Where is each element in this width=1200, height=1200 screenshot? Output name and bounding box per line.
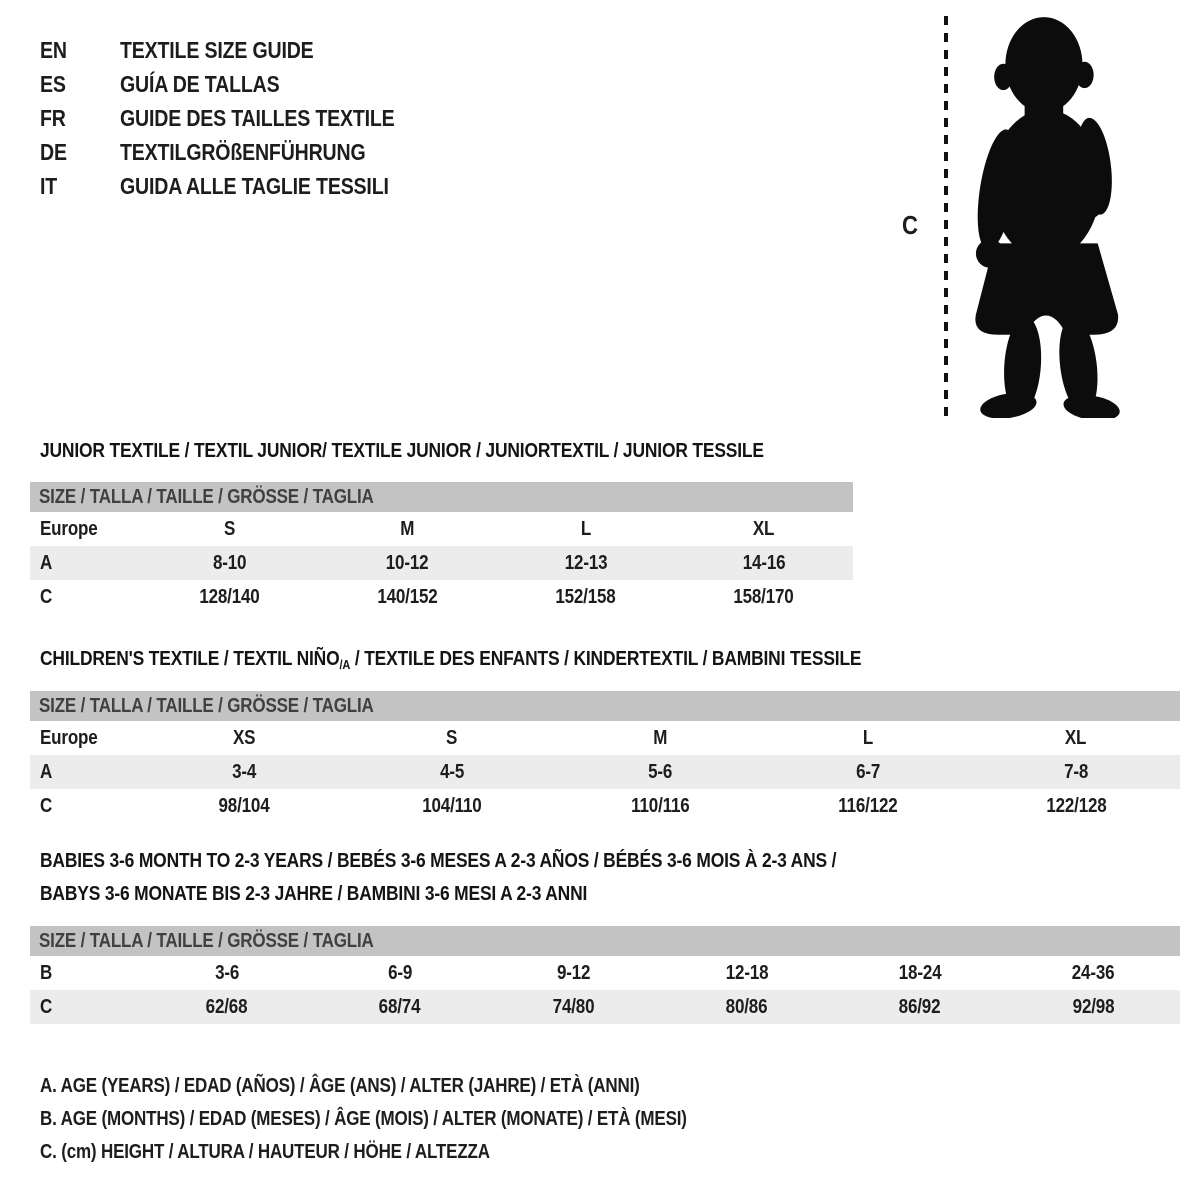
measurement-footnotes: [40, 1070, 801, 1169]
size-cell: 6-9: [387, 962, 413, 984]
lang-row-de: [40, 135, 443, 169]
junior-heading-text: JUNIOR TEXTILE / TEXTIL JUNIOR/ TEXTILE JUNIOR / JUNIORTEXTIL / JUNIOR TESSILE: [40, 439, 764, 462]
row-label: C: [40, 795, 53, 817]
size-cell: 12-18: [725, 962, 768, 984]
size-cell: 116/122: [838, 795, 898, 817]
size-cell: 3-4: [231, 761, 257, 783]
size-cell: 122/128: [1045, 795, 1107, 817]
size-cell: 98/104: [218, 795, 270, 817]
size-cell: 140/152: [377, 586, 438, 608]
table-row: [30, 546, 853, 580]
size-cell: 12-13: [564, 552, 607, 574]
junior-size-table: [30, 482, 853, 614]
size-cell: 10-12: [386, 552, 429, 574]
junior-section-heading: [40, 434, 892, 467]
lang-row-en: [40, 33, 443, 67]
babies-size-table: [30, 926, 1180, 1024]
size-cell: 6-7: [855, 761, 881, 783]
size-cell: 4-5: [439, 761, 465, 783]
lang-title: TEXTILGRÖßENFÜHRUNG: [120, 139, 366, 165]
size-cell: XL: [1065, 727, 1087, 749]
size-cell: L: [862, 727, 874, 749]
footnote-c: C. (cm) HEIGHT / ALTURA / HAUTEUR / HÖHE / ALTEZZA: [40, 1141, 490, 1163]
size-cell: 62/68: [205, 996, 248, 1018]
row-label: A: [40, 761, 53, 783]
size-cell: 92/98: [1072, 996, 1115, 1018]
toddler-silhouette-icon: [962, 12, 1138, 418]
row-label: B: [40, 962, 53, 984]
table-row: [30, 755, 1180, 789]
babies-heading-line1: BABIES 3-6 MONTH TO 2-3 YEARS / BEBÉS 3-6 MESES A 2-3 AÑOS / BÉBÉS 3-6 MOIS À 2-3 ANS /: [40, 849, 837, 872]
footnote-a: A. AGE (YEARS) / EDAD (AÑOS) / ÂGE (ANS) / ALTER (JAHRE) / ETÀ (ANNI): [40, 1075, 640, 1097]
size-cell: M: [400, 518, 415, 540]
size-cell: 14-16: [742, 552, 786, 574]
size-cell: XL: [753, 518, 775, 540]
row-label: A: [40, 552, 53, 574]
lang-code: EN: [40, 37, 67, 63]
size-cell: 80/86: [725, 996, 768, 1018]
lang-code: IT: [40, 173, 58, 199]
size-cell: M: [653, 727, 667, 749]
size-cell: 18-24: [898, 962, 942, 984]
babies-heading-line2: BABYS 3-6 MONATE BIS 2-3 JAHRE / BAMBINI 3-6 MESI A 2-3 ANNI: [40, 882, 588, 905]
size-header-bar: [30, 926, 1180, 956]
size-cell: 128/140: [198, 586, 260, 608]
children-size-table: [30, 691, 1180, 823]
size-header-text: SIZE / TALLA / TAILLE / GRÖSSE / TAGLIA: [39, 486, 374, 508]
lang-code: DE: [40, 139, 67, 165]
row-label: Europe: [40, 518, 98, 540]
lang-title: GUÍA DE TALLAS: [120, 71, 280, 97]
size-cell: L: [580, 518, 591, 540]
table-row: [30, 721, 1180, 755]
table-row: [30, 990, 1180, 1024]
size-header-text: SIZE / TALLA / TAILLE / GRÖSSE / TAGLIA: [39, 930, 374, 952]
size-header-bar: [30, 482, 853, 512]
lang-title: GUIDE DES TAILLES TEXTILE: [120, 105, 395, 131]
size-cell: 3-6: [214, 962, 239, 984]
table-row: [30, 789, 1180, 823]
lang-code: ES: [40, 71, 66, 97]
height-dashed-line: [944, 16, 948, 418]
size-cell: 152/158: [555, 586, 616, 608]
lang-row-es: [40, 67, 443, 101]
size-cell: 68/74: [379, 996, 421, 1018]
babies-section-heading: [40, 844, 977, 910]
lang-row-fr: [40, 101, 443, 135]
size-cell: 24-36: [1071, 962, 1115, 984]
size-cell: 9-12: [556, 962, 590, 984]
size-header-bar: [30, 691, 1180, 721]
size-cell: S: [446, 727, 458, 749]
table-row: [30, 512, 853, 546]
size-cell: XS: [232, 727, 256, 749]
children-section-heading: [40, 642, 1006, 677]
row-label: C: [40, 586, 53, 608]
table-row: [30, 580, 853, 614]
lang-row-it: [40, 169, 443, 203]
size-cell: 5-6: [647, 761, 673, 783]
lang-title: TEXTILE SIZE GUIDE: [120, 37, 314, 63]
table-row: [30, 956, 1180, 990]
children-heading-text: CHILDREN'S TEXTILE / TEXTIL NIÑO/A / TEXTILE DES ENFANTS / KINDERTEXTIL / BAMBINI TESSILE: [40, 647, 862, 672]
size-cell: 8-10: [212, 552, 246, 574]
size-cell: 86/92: [899, 996, 941, 1018]
size-cell: 158/170: [733, 586, 795, 608]
footnote-b: B. AGE (MONTHS) / EDAD (MESES) / ÂGE (MOIS) / ALTER (MONATE) / ETÀ (MESI): [40, 1108, 687, 1130]
lang-code: FR: [40, 105, 66, 131]
height-measure-label: C: [902, 210, 918, 240]
size-cell: 104/110: [422, 795, 482, 817]
size-cell: 110/116: [630, 795, 690, 817]
size-cell: 7-8: [1063, 761, 1089, 783]
language-title-list: [40, 33, 443, 203]
size-header-text: SIZE / TALLA / TAILLE / GRÖSSE / TAGLIA: [39, 695, 374, 717]
row-label: Europe: [40, 727, 98, 749]
lang-title: GUIDA ALLE TAGLIE TESSILI: [120, 173, 389, 199]
size-cell: S: [223, 518, 235, 540]
row-label: C: [40, 996, 53, 1018]
size-cell: 74/80: [552, 996, 595, 1018]
